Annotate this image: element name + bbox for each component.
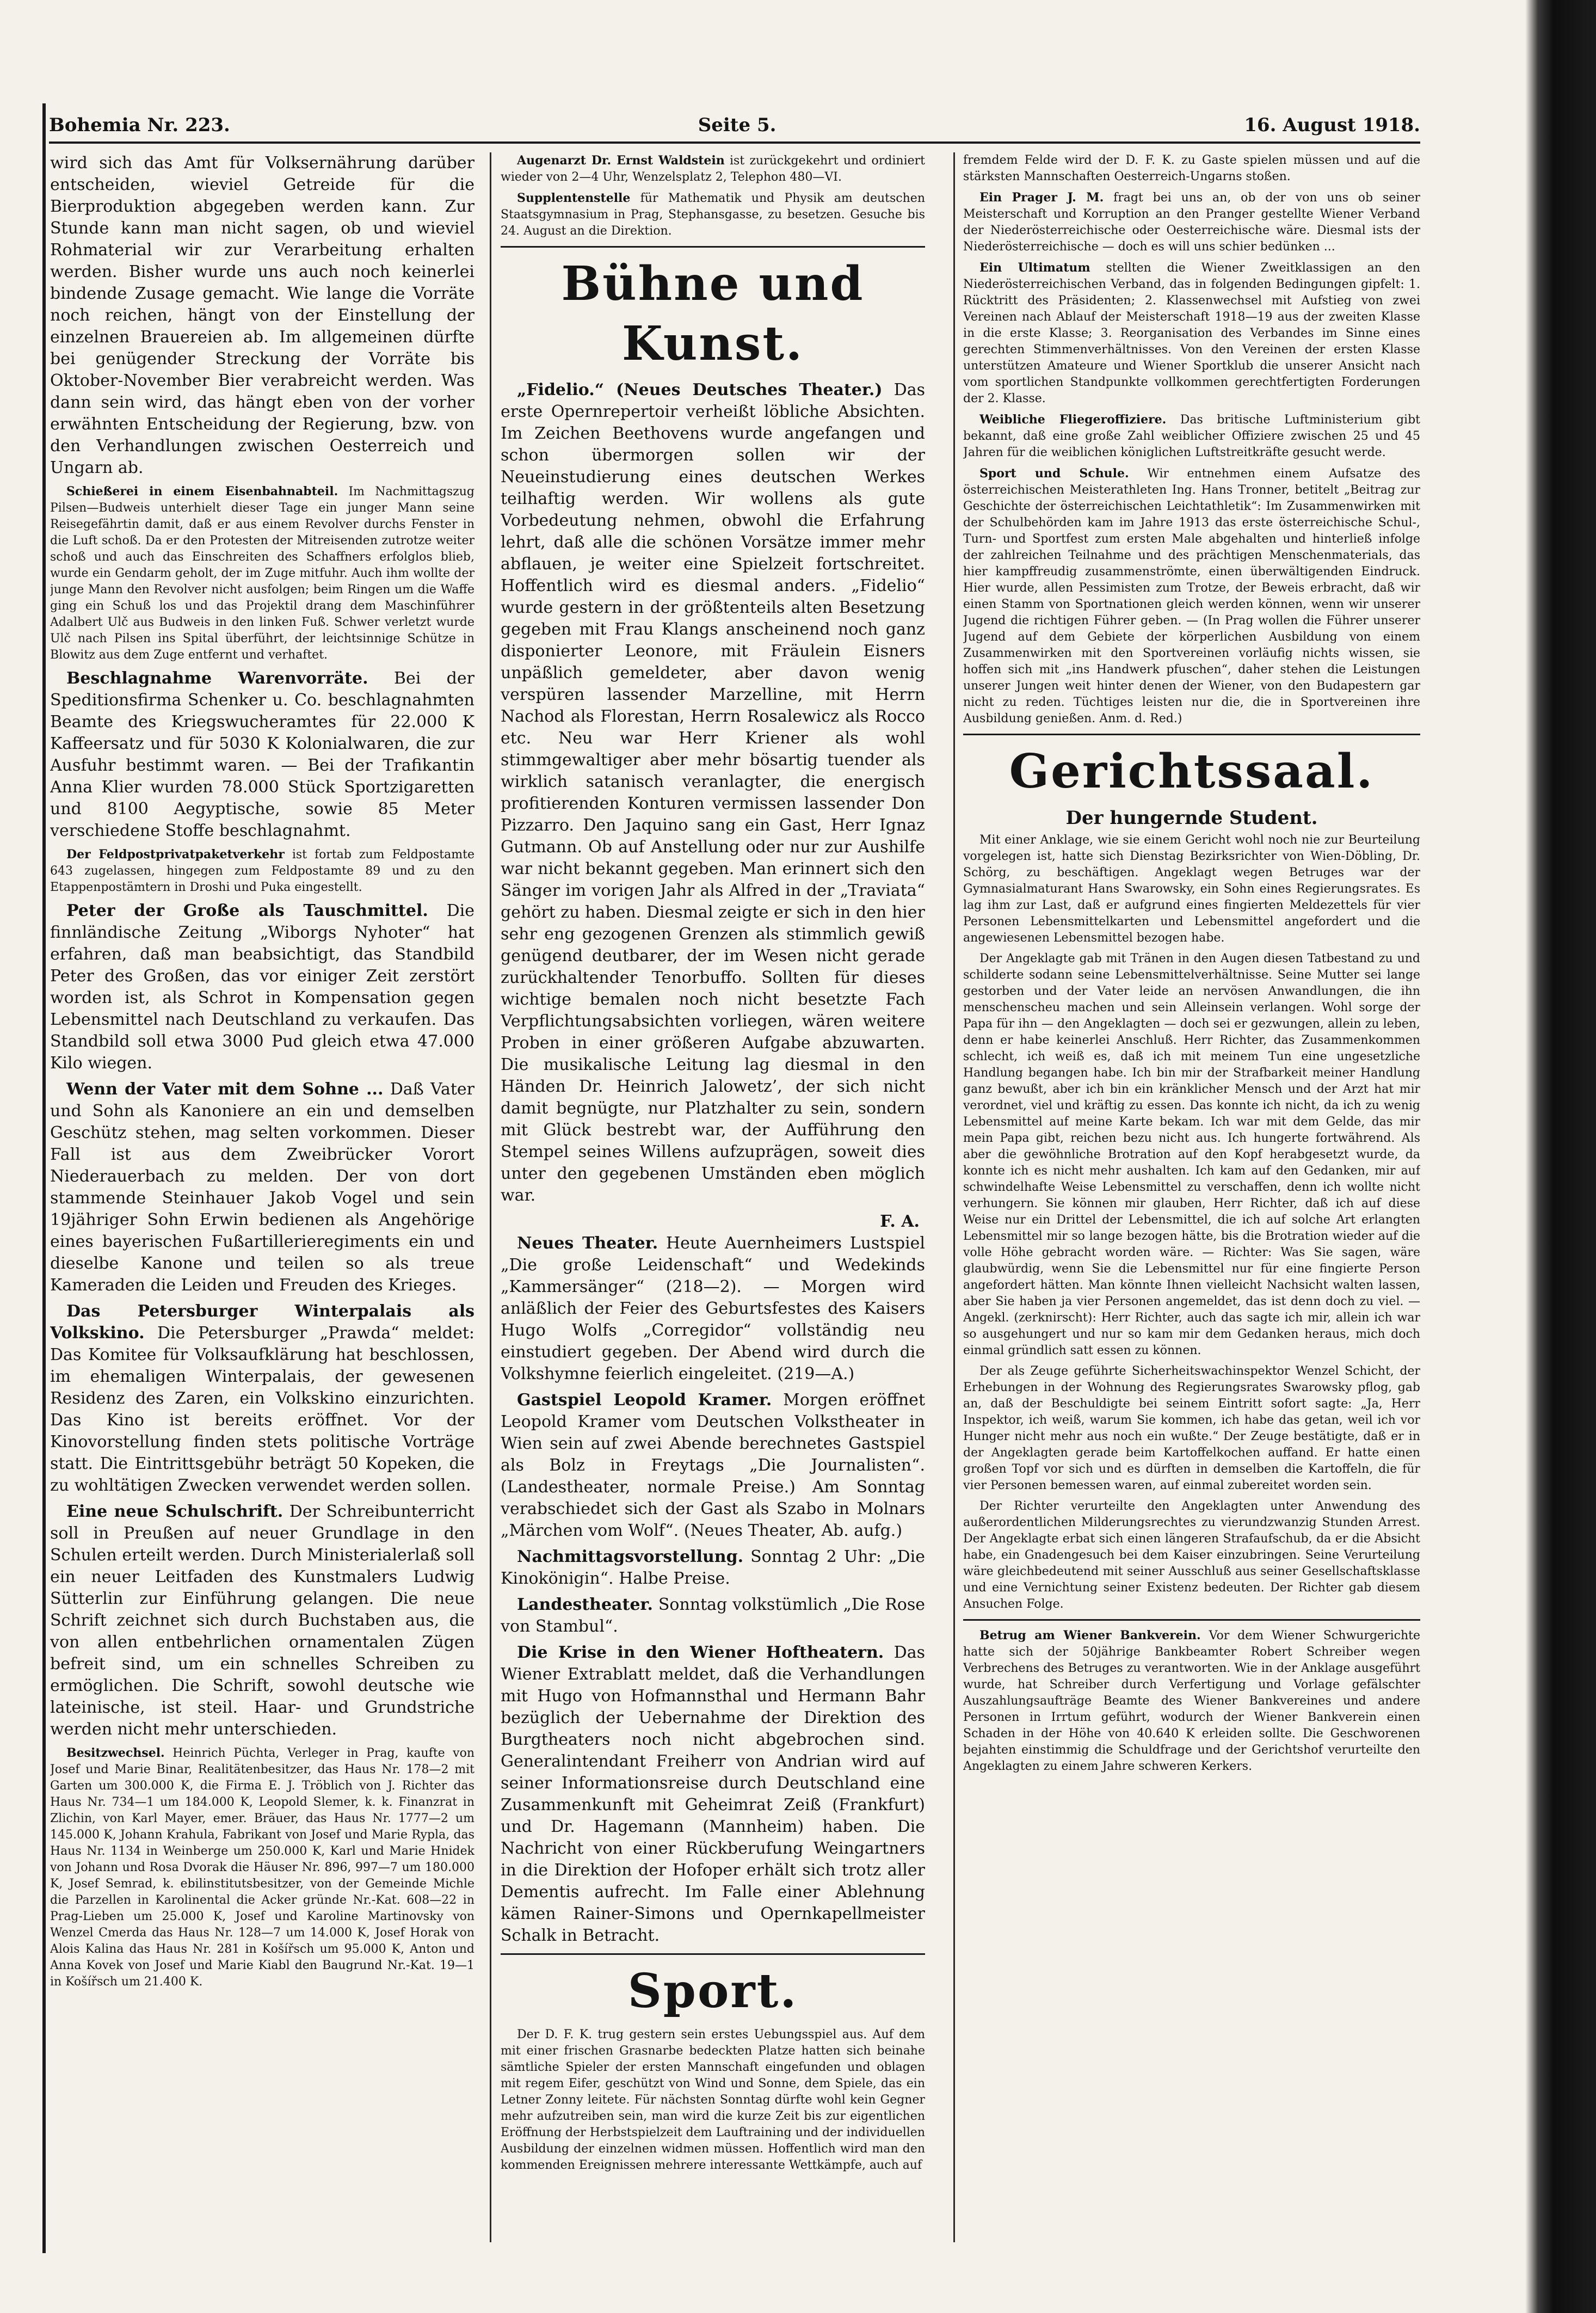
article-paragraph (501, 379, 925, 1207)
article-paragraph: Der D. F. K. trug gestern sein erstes Uebungsspiel aus. Auf dem mit einer frischen Grasnarbe bedeckten Platze hatten sich beinahe sämtliche Spieler der ersten Mannschaft eingefunden und oblagen mit regem Eifer, geschützt von Wind und Sonne, dem Spiele, das ein Letner Zonny leitete. Für nächsten Sonntag dürfte wohl kein Gegner mehr aufzutreiben sein, man wird die kurze Zeit bis zur eigentlichen Eröffnung der Herbstspielzeit dem Lauftraining und der individuellen Ausbildung der einzelnen widmen müssen. Hoffentlich wird man den kommenden Ereignissen mehrere interessante Wettkämpfe, auch auf (501, 2028, 925, 2172)
article-body: stellten die Wiener Zweitklassigen an den Niederösterreichischen Verband, das in folgenden Bedingungen gipfelt: 1. Rücktritt des Präsidenten; 2. Klassenwechsel mit Aufstieg von zwei Vereinen nach Ablauf der Meisterschaft 1918—19 aus der zweiten Klasse in die erste Klasse; 3. Reorganisation des Verbandes im Sinne eines gerechten Stimmenverhältnisses. Von den Vereinen der ersten Klasse unterstützen Amateure und Wiener Sportklub die unserer Ansicht nach vom sportlichen Standpunkte vollkommen gerechtfertigten Forderungen der 2. Klasse. (963, 261, 1420, 405)
article-body: Daß Vater und Sohn als Kanoniere an ein und demselben Geschütz stehen, mag selten vorkommen. Dieser Fall ist aus dem Zweibrücker Vorort Niederauerbach zu melden. Der von dort stammende Steinhauer Jakob Vogel und sein 19jähriger Sohn Erwin bedienen als Angehörige eines bayerischen Fußartillerieregiments ein und dieselbe Kanone und teilen so als treue Kameraden die Leiden und Freuden des Krieges. (50, 1080, 475, 1295)
section-heading-theatre: Bühne und Kunst. (561, 256, 865, 371)
article-paragraph (963, 189, 1420, 255)
article-paragraph (963, 411, 1420, 461)
article-lead: Landestheater. (517, 1595, 653, 1614)
article-paragraph: fremdem Felde wird der D. F. K. zu Gaste spielen müssen und auf die stärksten Mannschaften Oesterreich-Ungarns stoßen. (963, 153, 1420, 183)
article-paragraph (50, 1301, 475, 1497)
article-lead: Ein Ultimatum (979, 261, 1090, 275)
article-lead: Sport und Schule. (979, 466, 1129, 481)
notice-lead: Supplentenstelle (517, 191, 631, 205)
article-lead: Beschlagnahme Warenvorräte. (66, 669, 368, 688)
article-lead: Der Feldpostprivatpaketverkehr (66, 847, 285, 862)
article-paragraph (50, 1501, 475, 1740)
article-body: Das erste Opernrepertoir verheißt löbliche Absichten. Im Zeichen Beethovens wurde angefangen und schon übermorgen sollen wir der Neueinstudierung eines deutschen Werkes teilhaftig werden. Wir wollens als gute Vorbedeutung nehmen, obwohl die Erfahrung lehrt, daß alle die schönen Vorsätze immer mehr abflauen, je weiter eine Spielzeit fortschreitet. Hoffentlich wird es diesmal anders. „Fidelio“ wurde gestern in der größtenteils alten Besetzung gegeben mit Frau Klangs anscheinend noch ganz disponierter Leonore, mit Fräulein Eisners unpäßlich gemeldeter, aber davon wenig verspüren lassender Marzelline, mit Herrn Nachod als Florestan, Herrn Rosalewicz als Rocco etc. Neu war Herr Kriener als wohl stimmgewaltiger aber mehr bösartig tuender als wirklich satanisch veranlagter, die energisch profitierenden Konturen vermissen lassender Don Pizzarro. Den Jaquino sang ein Gast, Herr Ignaz Gutmann. Ob auf Anstellung oder nur zur Aushilfe war nicht bekannt gegeben. Man erinnert sich den Sänger im vorigen Jahr als Alfred in der „Traviata“ gehört zu haben. Diesmal zeigte er sich in den hier sehr eng gezogenen Grenzen als stimmlich gewiß genügend deutbarer, der im Wesen nicht gerade zurückhaltender Tenorbuffo. Sollten für dieses wichtige bemalen noch nicht besetzte Fach Verpflichtungsabsichten vorliegen, wären weitere Proben in einer größeren Aufgabe abzuwarten. Die musikalische Leitung lag diesmal in den Händen Dr. Heinrich Jalowetz’, der sich nicht damit begnügte, nur Platzhalter zu sein, sondern mit Glück bestrebt war, der Aufführung den Stempel seines Willens aufzuprägen, soweit dies unter den gegebenen Umständen eben möglich war. (501, 380, 925, 1205)
article-title: Der hungernde Student. (1065, 807, 1318, 829)
article-lead: Neues Theater. (517, 1234, 658, 1253)
article-lead: Eine neue Schulschrift. (66, 1502, 284, 1521)
article-body: Die Petersburger „Prawda“ meldet: Das Komitee für Volksaufklärung hat beschlossen, im ehemaligen Winterpalais, der gewesenen Residenz des Zaren, ein Volkskino einzurichten. Das Kino ist bereits eröffnet. Vor der Kinovorstellung finden stets politische Vorträge statt. Die Eintrittsgebühr beträgt 50 Kopeken, die zu wohltätigen Zwecken verwendet werden sollen. (50, 1324, 475, 1495)
article-divider (963, 1619, 1420, 1621)
notice-lead: Augenarzt Dr. Ernst Waldstein (517, 153, 725, 168)
section-heading-sport: Sport. (627, 1964, 798, 2019)
article-lead: Nachmittagsvorstellung. (517, 1547, 744, 1566)
article-paragraph (963, 465, 1420, 727)
article-paragraph: Der als Zeuge geführte Sicherheitswachinspektor Wenzel Schicht, der Erhebungen in der Wohnung des Regierungsrates Swarowsky pflog, gab an, daß der Beschuldigte bei seinem Eintritt sofort sagte: „Ja, Herr Inspektor, ich weiß, warum Sie kommen, ich habe das getan, weil ich vor Hunger nicht mehr aus noch ein wußte.“ Der Zeuge bestätigte, daß er in der Angeklagten gerade beim Kartoffelkochen auffand. Er hatte einen großen Topf vor sich und es dürften in demselben die Kartoffeln, die für vier Personen bemessen waren, auf einmal zubereitet worden sein. (963, 1364, 1420, 1492)
header-date: 16. August 1918. (1244, 114, 1420, 136)
article-lead: Peter der Große als Tauschmittel. (66, 901, 428, 920)
article-body: Sonntag 2 Uhr: „Die Kinokönigin“. Halbe Preise. (501, 1547, 925, 1588)
notice-body: für Mathematik und Physik am deutschen Staatsgymnasium in Prag, Stephansgasse, zu besetzen. Gesuche bis 24. August an die Direktion. (501, 192, 925, 238)
article-paragraph (963, 260, 1420, 407)
article-paragraph: Der Richter verurteilte den Angeklagten unter Anwendung des außerordentlichen Milderungsrechtes zu vierundzwanzig Stunden Arrest. Der Angeklagte erbat sich einen längeren Strafaufschub, da er die Absicht habe, ein Gnadengesuch bei dem Kaiser einzubringen. Seine Verurteilung wäre gleichbedeutend mit seiner Ausschluß aus seiner Gesellschaftsklasse und eine Vernichtung seiner Existenz bedeuten. Der Richter gab diesem Ansuchen Folge. (963, 1499, 1420, 1611)
author-signature: F. A. (880, 1212, 920, 1231)
scan-edge-shadow (1525, 0, 1596, 2313)
article-paragraph: wird sich das Amt für Volksernährung darüber entscheiden, wieviel Getreide für die Bierproduktion abgegeben werden kann. Zur Stunde kann man nicht sagen, ob und wieviel Rohmaterial wir zur Verarbeitung erhalten werden. Bisher wurde uns auch noch keinerlei bindende Zusage gemacht. Wie lange die Vorräte noch reichen, hängt von der Einstellung der einzelnen Brauereien ab. Im allgemeinen dürfte bei genügender Streckung der Vorräte bis Oktober-November Bier verabreicht werden. Was dann sein wird, das hängt eben von der vorher erwähnten Entscheidung der Regierung, bzw. von den Verhandlungen zwischen Oesterreich und Ungarn ab. (50, 153, 475, 477)
article-body: Heinrich Püchta, Verleger in Prag, kaufte von Josef und Marie Binar, Realitätenbesitzer, das Haus Nr. 178—2 mit Garten um 300.000 K, die Firma E. J. Tröblich von J. Richter das Haus Nr. 734—1 um 184.000 K, Leopold Slemer, k. k. Finanzrat in Zlichin, von Karl Mayer, emer. Bräuer, das Haus Nr. 1777—2 um 145.000 K, Johann Krahula, Fabrikant von Josef und Marie Rypla, das Haus Nr. 1134 in Weinberge um 250.000 K, Karl und Marie Hnidek von Johann und Rosa Dvorak die Häuser Nr. 896, 997—7 um 180.000 K, Josef Semrad, k. ebilinstitutsbesitzer, von der Gemeinde Michle die Parzellen in Karolinental die Acker gründe Nr.-Kat. 608—22 in Prag-Lieben um 25.000 K, Josef und Karoline Martinovsky von Wenzel Cmerda das Haus Nr. 128—7 um 14.000 K, Josef Horak von Alois Kalina das Haus Nr. 281 in Košířsch um 95.000 K, Anton und Anna Kovek von Josef und Marie Kiabl den Baugrund Nr.-Kat. 19—1 in Košířsch um 21.400 K. (50, 1746, 475, 1989)
article-lead: Schießerei in einem Eisenbahnabteil. (66, 484, 338, 499)
header-publication: Bohemia Nr. 223. (49, 114, 230, 136)
article-paragraph (501, 1389, 925, 1542)
article-body: Sonntag volkstümlich „Die Rose von Stambul“. (501, 1595, 925, 1636)
column-2 (501, 152, 925, 2242)
section-divider (501, 246, 925, 248)
column-1 (50, 152, 475, 2242)
article-paragraph (963, 1627, 1420, 1775)
section-divider (501, 1953, 925, 1955)
article-paragraph (50, 1745, 475, 1990)
article-lead: Besitzwechsel. (66, 1746, 165, 1760)
page-header (49, 109, 1420, 144)
article-paragraph (50, 846, 475, 896)
column-3 (963, 152, 1420, 2242)
article-body: Wir entnehmen einem Aufsatze des österreichischen Meisterathleten Ing. Hans Tronner, betitelt „Beitrag zur Geschichte der österreichischen Leichtathletik“: Im Zusammenwirken mit der Schulbehörden kam im Jahre 1913 das erste österreichische Schul-, Turn- und Sportfest zum ersten Male abgehalten und hinterließ infolge der zahlreichen Teilnahme und des prächtigen Menschenmaterials, das hier kampffreudig zusammenströmte, einen überwältigenden Eindruck. Hier wurde, allen Pessimisten zum Trotze, der Beweis erbracht, daß wir einen Stamm von Sportnationen gleich werden können, wenn wir unserer Jugend die richtigen Führer geben. — (In Prag wollen die Führer unserer Jugend auf dem Gebiete der körperlichen Ausbildung von einem Zusammenwirken mit den Sportvereinen vorläufig nichts wissen, sie hoffen sich mit „ins Handwerk pfuschen“, daher stehen die Leistungen unserer Jungen weit hinter denen der Wiener, von den Budapestern gar nicht zu reden. Tüchtiges leisten nur die, die in Sportvereinen ihre Ausbildung genießen. Anm. d. Red.) (963, 467, 1420, 725)
article-paragraph (501, 1642, 925, 1947)
article-lead: Wenn der Vater mit dem Sohne ... (66, 1080, 384, 1099)
notice (501, 190, 925, 239)
article-body: ist fortab zum Feldpostamte 643 zugelassen, hingegen zum Feldpostamte 89 und zu den Etappenpostämtern in Droshi und Puka eingestellt. (50, 848, 475, 894)
article-paragraph (50, 483, 475, 663)
article-lead: „Fidelio.“ (Neues Deutsches Theater.) (517, 380, 883, 399)
article-paragraph (501, 1546, 925, 1590)
article-body: Der Schreibunterricht soll in Preußen auf neuer Grundlage in den Schulen erteilt werden. Durch Ministerialerlaß soll ein neuer Leitfaden des Kunstmalers Ludwig Sütterlin zur Einführung gelangen. Die neue Schrift zeichnet sich durch Buchstaben aus, die von allen entbehrlichen ornamentalen Zügen befreit sind, um ein schnelles Schreiben zu ermöglichen. Die Schrift, sowohl deutsche wie lateinische, ist steil. Haar- und Grundstriche werden nicht mehr unterschieden. (50, 1502, 475, 1739)
notice-body: ist zurückgekehrt und ordiniert wieder von 2—4 Uhr, Wenzelsplatz 2, Telephon 480—VI. (501, 154, 925, 184)
article-lead: Das Petersburger Winterpalais als Volkskino. (50, 1302, 475, 1343)
article-lead: Ein Prager J. M. (979, 190, 1104, 205)
article-paragraph (50, 900, 475, 1074)
article-body: Morgen eröffnet Leopold Kramer vom Deutschen Volkstheater in Wien sein auf zwei Abende berechnetes Gastspiel als Bolz in Freytags „Die Journalisten“. (Landestheater, normale Preise.) Am Sonntag verabschiedet sich der Gast als Szabo in Molnars „Märchen vom Wolf“. (Neues Theater, Ab. aufg.) (501, 1391, 925, 1540)
article-lead: Weibliche Fliegeroffiziere. (979, 413, 1167, 427)
article-body: Das Wiener Extrablatt meldet, daß die Verhandlungen mit Hugo von Hofmannsthal und Hermann Bahr bezüglich der Uebernahme der Direktion des Burgtheaters noch nicht abgebrochen sind. Generalintendant Freiherr von Andrian wird auf seiner Informationsreise durch Deutschland eine Zusammenkunft mit Geheimrat Zeiß (Frankfurt) und Dr. Hagemann (Mannheim) haben. Die Nachricht von einer Rückberufung Weingartners in die Direktion der Hofoper erhält sich trotz aller Dementis aufrecht. Im Falle einer Ablehnung kämen Rainer-Simons und Opernkapellmeister Schalk in Betracht. (501, 1643, 925, 1945)
section-heading-court: Gerichtssaal. (1009, 744, 1375, 799)
article-paragraph: Der Angeklagte gab mit Tränen in den Augen diesen Tatbestand zu und schilderte sodann seine Lebensmittelverhältnisse. Seine Mutter sei lange gestorben und der Vater leide an nervösen Anwandlungen, die ihn menschenscheu machen und sein Alleinsein verlangen. Wohl sorge der Papa für ihn — den Angeklagten — doch sei er gezwungen, allein zu leben, denn er habe keinerlei Anschluß. Herr Richter, das Zusammenkommen schlecht, ich weiß es, daß ich mit meinem Tun eine ungesetzliche Handlung begangen habe. Ich bin mir der Strafbarkeit meiner Handlung ganz bewußt, aber ich bin ein kränklicher Mensch und der Arzt hat mir verordnet, viel und kräftig zu essen. Das konnte ich nicht, da ich zu wenig Lebensmittel auf meine Karte bekam. Ich war mit dem Gelde, das mir mein Papa gibt, reichen bezu nicht aus. Ich hungerte fortwährend. Als aber die gewöhnliche Brotration auf den Kopf herabgesetzt wurde, da konnte ich es nicht mehr aushalten. Ich kam auf den Gedanken, mir auf schwindelhafte Weise Lebensmittel zu verschaffen, denn ich wollte nicht verhungern. Sie können mir glauben, Herr Richter, daß ich auf diese Weise nur ein Drittel der Lebensmittel, die ich auf solche Art erlangten Lebensmittel mir so lange bezogen hätte, bis die Brotration wieder auf die volle Höhe gebracht worden wäre. — Richter: Was Sie sagen, wäre glaubwürdig, wenn Sie die Lebensmittel nur für eine fingierte Person angefordert hätten. Man könnte Ihnen vielleicht Nachsicht walten lassen, aber Sie haben ja vier Personen angemeldet, das ist denn doch zu viel. — Angekl. (zerknirscht): Herr Richter, auch das sagte ich mir, allein ich war so ausgehungert und nur so kam mir dem Gedanken heraus, mich doch einmal gründlich satt essen zu können. (963, 952, 1420, 1357)
article-paragraph: Mit einer Anklage, wie sie einem Gericht wohl noch nie zur Beurteilung vorgelegen ist, hatte sich Dienstag Bezirksrichter von Wien-Döbling, Dr. Schörg, zu beschäftigen. Angeklagt wegen Betruges war der Gymnasialmaturant Hans Swarowsky, ein Sohn eines Regierungsrates. Es lag ihm zur Last, daß er aufgrund eines fingierten Meldezettels für vier Personen Lebensmittelkarten und Lebensmittel angefordert und die angewiesenen Lebensmittel bezogen habe. (963, 833, 1420, 945)
notice (501, 152, 925, 186)
article-body: Im Nachmittagszug Pilsen—Budweis unterhielt dieser Tage ein junger Mann seine Reisegefährtin damit, daß er aus einem Revolver durchs Fenster in die Luft schoß. Da er den Protesten der Mitreisenden zutrotze weiter schoß und auch das Einschreiten des Schaffners erfolglos blieb, wurde ein Gendarm geholt, der im Zuge mitfuhr. Auch ihm wollte der junge Mann den Revolver nicht ausfolgen; beim Ringen um die Waffe ging ein Schuß los und das Projektil drang dem Maschinführer Adalbert Ulč aus Budweis in den linken Fuß. Schwer verletzt wurde Ulč nach Pilsen ins Spital überführt, der leichtsinnige Schütze in Blowitz aus dem Zuge entfernt und verhaftet. (50, 485, 475, 662)
article-lead: Gastspiel Leopold Kramer. (517, 1391, 772, 1410)
article-body: Vor dem Wiener Schwurgerichte hatte sich der 50jährige Bankbeamter Robert Schreiber wegen Verbrechens des Betruges zu verantworten. Wie in der Anklage ausgeführt wurde, hat Schreiber durch Verfertigung und Vorlage gefälschter Auszahlungsaufträge Beamte des Wiener Bankvereines und andere Personen in Irrtum geführt, wodurch der Wiener Bankverein einen Schaden in der Höhe von 40.640 K erleiden sollte. Die Geschworenen bejahten einstimmig die Schuldfrage und der Gerichtshof verurteilte den Angeklagten zu einem Jahre schweren Kerkers. (963, 1629, 1420, 1773)
article-paragraph (501, 1233, 925, 1385)
article-body: Bei der Speditionsfirma Schenker u. Co. beschlagnahmten Beamte des Kriegswucheramtes für 22.000 K Kaffeersatz und für 5030 K Kolonialwaren, die zur Ausfuhr bestimmt waren. — Bei der Trafikantin Anna Klier wurden 78.000 Stück Sportzigaretten und 8100 Aegyptische, sowie 85 Meter verschiedene Stoffe beschlagnahmt. (50, 669, 475, 840)
section-divider (963, 734, 1420, 735)
article-body: Das britische Luftministerium gibt bekannt, daß eine große Zahl weiblicher Offiziere zwischen 25 und 45 Jahren für die weiblichen königlichen Luftstreitkräfte gesucht werde. (963, 413, 1420, 459)
article-paragraph (50, 668, 475, 842)
article-paragraph (50, 1079, 475, 1296)
column-rule-2 (953, 152, 955, 2242)
article-body: fragt bei uns an, ob der von uns ob seiner Meisterschaft und Korruption an den Pranger gestellte Wiener Verband der Niederösterreichische oder Oesterreichische wäre. Diesmal ists der Niederösterreichische — doch es will uns schier bedünken ... (963, 191, 1420, 254)
article-paragraph (501, 1594, 925, 1638)
article-lead: Betrug am Wiener Bankverein. (979, 1628, 1201, 1643)
article-body: Heute Auernheimers Lustspiel „Die große Leidenschaft“ und Wedekinds „Kammersänger“ (218—2). — Morgen wird anläßlich der Feier des Geburtsfestes des Kaisers Hugo Wolfs „Corregidor“ vollständig neu einstudiert gegeben. Der Abend wird durch die Volkshymne feierlich eingeleitet. (219—A.) (501, 1234, 925, 1383)
article-lead: Die Krise in den Wiener Hoftheatern. (517, 1643, 884, 1662)
header-page-number: Seite 5. (698, 114, 777, 136)
column-rule-1 (490, 152, 491, 2242)
article-body: Die finnländische Zeitung „Wiborgs Nyhoter“ hat erfahren, daß man beabsichtigt, das Standbild Peter des Großen, das vor einiger Zeit zerstört worden ist, als Schrot in Kompensation gegen Lebensmittel nach Deutschland zu verkaufen. Das Standbild soll etwa 3000 Pud gleich etwa 47.000 Kilo wiegen. (50, 901, 475, 1073)
